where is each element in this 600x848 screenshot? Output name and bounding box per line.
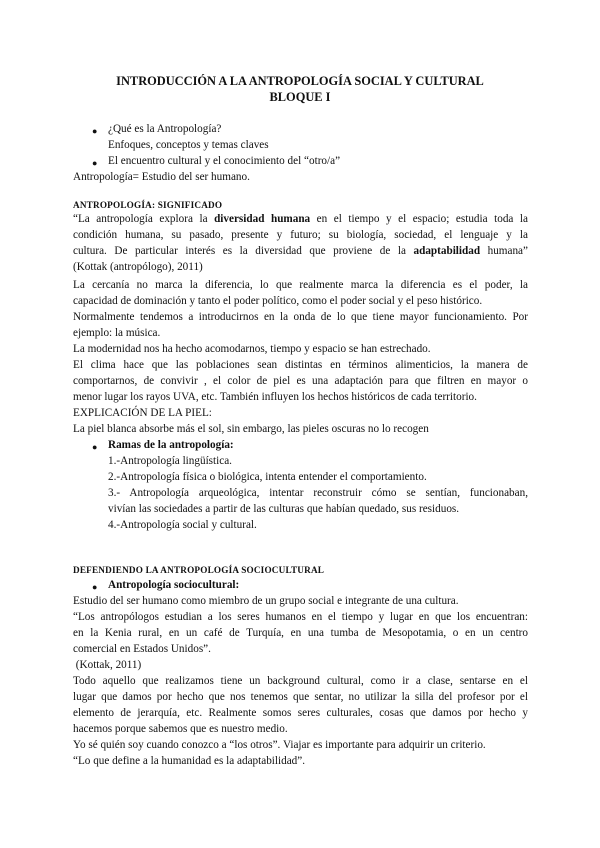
bullet-icon: ●	[92, 582, 98, 592]
paragraph-line: elemento de jerarquía, etc. Realmente somos seres culturales, cosas que damos por hecho y	[73, 707, 528, 719]
quote-line-3: cultura. De particular interés es la diversidad que proviene de la adaptabilidad humana”	[73, 245, 528, 257]
quote-line: comercial en Estados Unidos”.	[73, 643, 211, 655]
intro-bullet-1-sub: Enfoques, conceptos y temas claves	[108, 139, 269, 151]
paragraph-line: El clima hace que las poblaciones sean distintas en términos alimenticios, la manera de	[73, 359, 528, 371]
paragraph-line: “Lo que define a la humanidad es la adaptabilidad”.	[73, 755, 306, 767]
document-subtitle: BLOQUE I	[269, 90, 331, 104]
intro-bullet-1: ¿Qué es la Antropología?	[108, 123, 222, 135]
paragraph-line: capacidad de dominación y tanto el poder político, como el poder social y el peso histórico.	[73, 295, 483, 307]
branch-item: vivían las sociedades a partir de las culturas que habían quedado, sus residuos.	[108, 503, 460, 515]
bullet-icon: ●	[92, 126, 98, 136]
paragraph-line: comportarnos, de convivir , el color de piel es una adaptación para que filtren en mayor o	[73, 375, 528, 387]
quote-line-1: “La antropología explora la diversidad humana en el tiempo y el espacio; estudia toda la	[73, 213, 528, 225]
quote-line: en la Kenia rural, en un café de Turquía, en una tumba de Mesopotamia, o en un centro	[73, 627, 528, 639]
branch-item: 2.-Antropología física o biológica, intenta entender el comportamiento.	[108, 471, 427, 483]
paragraph-line: La piel blanca absorbe más el sol, sin embargo, las pieles oscuras no lo recogen	[73, 423, 429, 435]
branch-item: 4.-Antropología social y cultural.	[108, 519, 257, 531]
paragraph-line: Yo sé quién soy cuando conozco a “los otros”. Viajar es importante para adquirir un criterio.	[73, 739, 486, 751]
paragraph-line: ejemplo: la música.	[73, 327, 161, 339]
paragraph-line: menor lugar los rayos UVA, etc. También influyen los hechos históricos de cada territorio.	[73, 391, 477, 403]
branch-item: 3.- Antropología arqueológica, intentar reconstruir cómo se sentían, funcionaban,	[108, 487, 528, 499]
intro-bullet-2: El encuentro cultural y el conocimiento del “otro/a”	[108, 155, 341, 167]
paragraph-line: EXPLICACIÓN DE LA PIEL:	[73, 407, 212, 419]
paragraph-line: lugar que damos por hecho que nos tenemos que sentar, no utilizar la silla del profesor por el	[73, 691, 528, 703]
section-heading-significado: ANTROPOLOGÍA: SIGNIFICADO	[73, 200, 223, 210]
branch-item: 1.-Antropología lingüística.	[108, 455, 232, 467]
paragraph-line: La cercanía no marca la diferencia, lo que realmente marca la diferencia es el poder, la	[73, 279, 528, 291]
paragraph-line: La modernidad nos ha hecho acomodarnos, tiempo y espacio se han estrechado.	[73, 343, 431, 355]
branches-title: Ramas de la antropología:	[108, 439, 234, 451]
bullet-icon: ●	[92, 158, 98, 168]
sociocultural-bullet: Antropología sociocultural:	[108, 579, 240, 591]
definition-line: Antropología= Estudio del ser humano.	[73, 171, 250, 183]
paragraph-line: Todo aquello que realizamos tiene un background cultural, como ir a clase, sentarse en el	[73, 675, 528, 687]
quote-citation: (Kottak, 2011)	[73, 659, 142, 671]
paragraph-line: hacemos porque sabemos que es nuestro medio.	[73, 723, 288, 735]
paragraph-line: Normalmente tendemos a introducirnos en la onda de lo que tiene mayor funcionamiento. Por	[73, 311, 528, 323]
section-heading-sociocultural: DEFENDIENDO LA ANTROPOLOGÍA SOCIOCULTURAL	[73, 565, 325, 575]
paragraph-line: Estudio del ser humano como miembro de un grupo social e integrante de una cultura.	[73, 595, 459, 607]
bullet-icon: ●	[92, 442, 98, 452]
quote-line-2: condición humana, su pasado, presente y futuro; su biología, sociedad, el lenguaje y la	[73, 229, 528, 241]
document-title: INTRODUCCIÓN A LA ANTROPOLOGÍA SOCIAL Y CULTURAL	[116, 74, 484, 88]
quote-citation: (Kottak (antropólogo), 2011)	[73, 261, 203, 273]
quote-line: “Los antropólogos estudian a los seres humanos en el tiempo y lugar en que los encuentran:	[73, 611, 528, 623]
